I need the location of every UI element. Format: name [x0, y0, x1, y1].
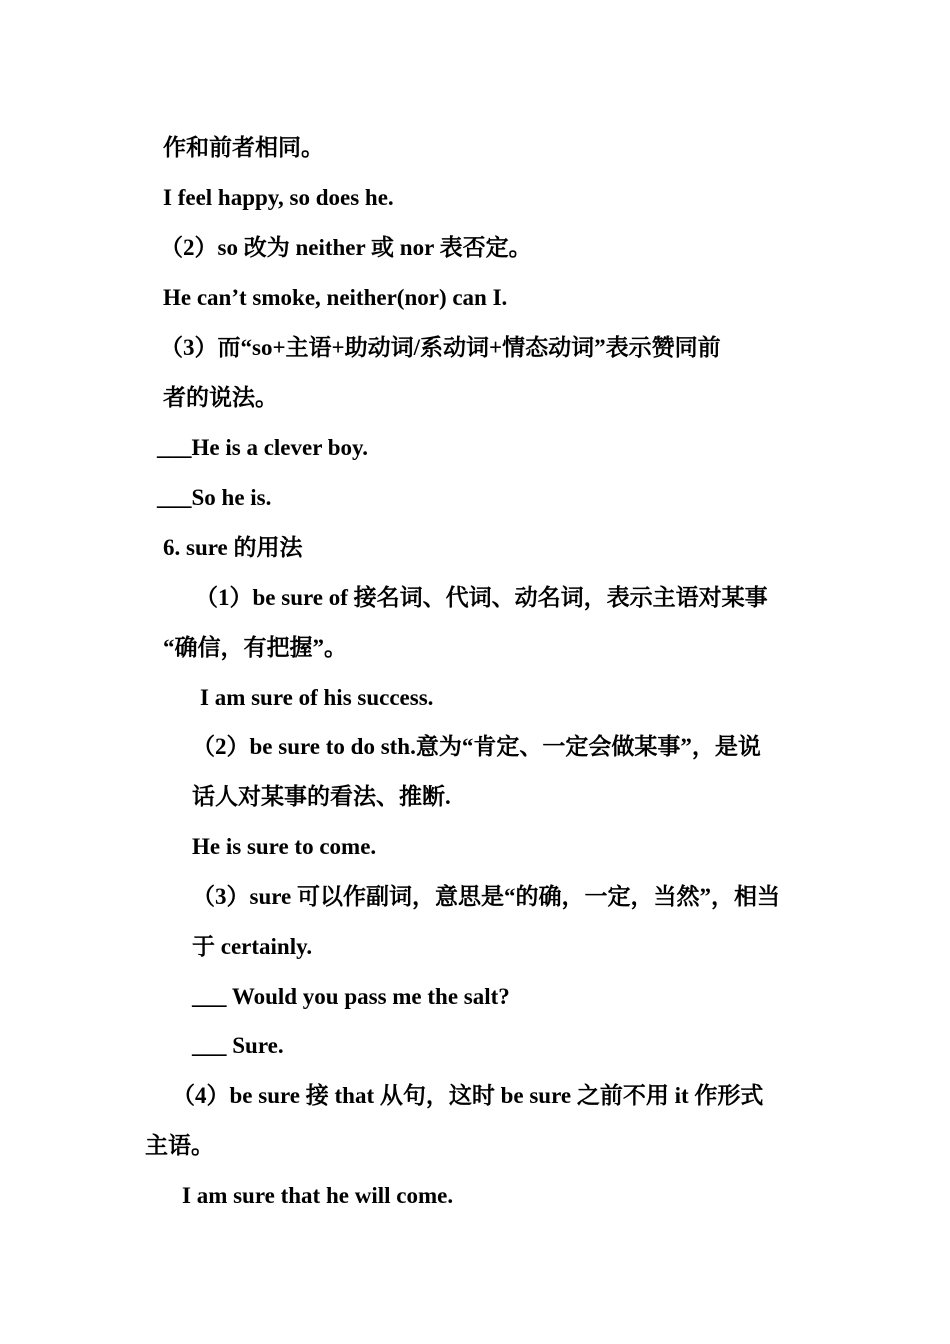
text-line: （3）而“so+主语+助动词/系动词+情态动词”表示赞同前: [160, 335, 721, 360]
dialogue-line: ___So he is.: [157, 485, 272, 510]
example-sentence: He is sure to come.: [192, 834, 377, 859]
dialogue-line: ___ Sure.: [192, 1033, 284, 1058]
text-line: 者的说法。: [163, 385, 278, 410]
text-line: 话人对某事的看法、推断.: [192, 784, 451, 809]
text-line: （2）be sure to do sth.意为“肯定、一定会做某事”，是说: [192, 734, 761, 759]
text-line: “确信，有把握”。: [163, 635, 347, 660]
text-line: 主语。: [145, 1133, 214, 1158]
text-line: （1）be sure of 接名词、代词、动名词，表示主语对某事: [195, 585, 768, 610]
text-line: （3）sure 可以作副词，意思是“的确，一定，当然”，相当: [192, 884, 780, 909]
text-line: 作和前者相同。: [163, 135, 324, 160]
text-line: 于 certainly.: [192, 934, 313, 959]
text-line: （2）so 改为 neither 或 nor 表否定。: [160, 235, 532, 260]
example-sentence: He can’t smoke, neither(nor) can I.: [163, 285, 508, 310]
dialogue-line: ___ Would you pass me the salt?: [192, 984, 510, 1009]
dialogue-line: ___He is a clever boy.: [157, 435, 369, 460]
example-sentence: I am sure that he will come.: [182, 1183, 454, 1208]
example-sentence: I am sure of his success.: [200, 685, 434, 710]
section-heading: 6. sure 的用法: [163, 535, 303, 560]
example-sentence: I feel happy, so does he.: [163, 185, 394, 210]
text-line: （4）be sure 接 that 从句，这时 be sure 之前不用 it 作形式: [172, 1083, 764, 1108]
